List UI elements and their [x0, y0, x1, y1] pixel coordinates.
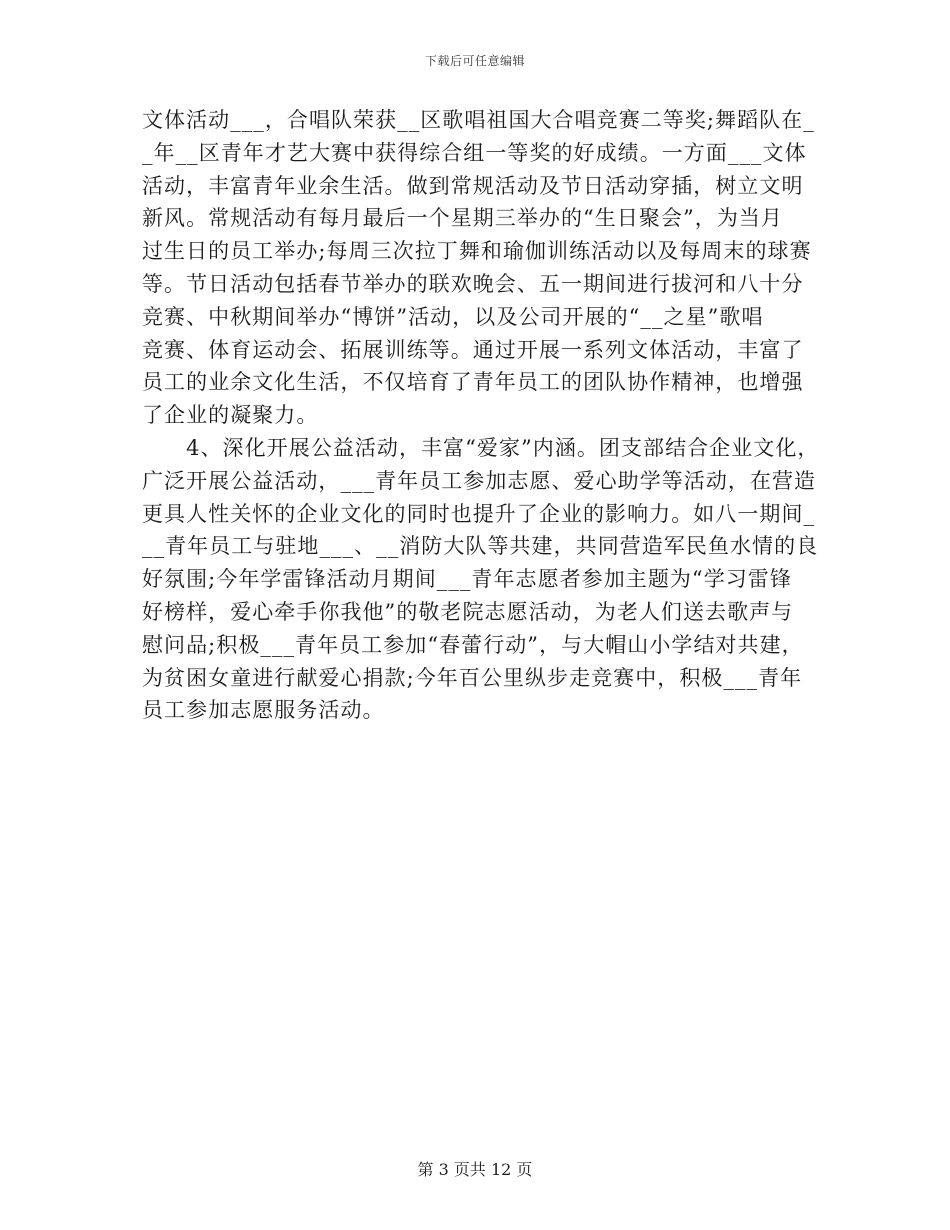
text-line: 了企业的凝聚力。 [142, 403, 319, 428]
page-footer: 第 3 页共 12 页 [417, 1160, 533, 1179]
text-line: 更具人性关怀的企业文化的同时也提升了企业的影响力。如八一期间_ [142, 501, 816, 526]
text-line: 好榜样，爱心牵手你我他”的敬老院志愿活动，为老人们送去歌声与 [142, 599, 794, 624]
text-line: 文体活动___，合唱队荣获__区歌唱祖国大合唱竞赛二等奖;舞蹈队在_ [142, 108, 815, 132]
text-line: 为贫困女童进行献爱心捐款;今年百公里纵步走竞赛中，积极___青年 [142, 665, 803, 690]
paragraph-culture-activities [142, 104, 815, 432]
text-line: _年__区青年才艺大赛中获得综合组一等奖的好成绩。一方面___文体 [142, 140, 807, 165]
page-header: 下载后可任意编辑 [424, 54, 525, 68]
text-line: 竞赛、中秋期间举办“博饼”活动，以及公司开展的“__之星”歌唱 [142, 304, 764, 329]
text-line: 等。节日活动包括春节举办的联欢晚会、五一期间进行拔河和八十分 [142, 271, 804, 296]
document-body [142, 104, 820, 727]
text-line: 好氛围;今年学雷锋活动月期间___青年志愿者参加主题为“学习雷锋 [142, 567, 792, 592]
text-line: 过生日的员工举办;每周三次拉丁舞和瑜伽训练活动以及每周末的球赛 [142, 239, 812, 264]
text-line: 活动，丰富青年业余生活。做到常规活动及节日活动穿插，树立文明 [142, 173, 804, 198]
paragraph-public-welfare [142, 432, 820, 727]
text-line: __青年员工与驻地___、__消防大队等共建，共同营造军民鱼水情的良 [142, 534, 819, 559]
text-line: 员工参加志愿服务活动。 [142, 698, 385, 723]
text-line: 竞赛、体育运动会、拓展训练等。通过开展一系列文体活动，丰富了 [142, 337, 804, 362]
text-line: 新风。常规活动有每月最后一个星期三举办的“生日聚会”，为当月 [142, 206, 783, 231]
text-line: 慰问品;积极___青年员工参加“春蕾行动”，与大帽山小学结对共建， [142, 632, 804, 657]
text-line: 4、深化开展公益活动，丰富“爱家”内涵。团支部结合企业文化， [142, 435, 820, 460]
text-line: 广泛开展公益活动，___青年员工参加志愿、爱心助学等活动，在营造 [142, 468, 817, 493]
text-line: 员工的业余文化生活，不仅培育了青年员工的团队协作精神，也增强 [142, 370, 804, 395]
